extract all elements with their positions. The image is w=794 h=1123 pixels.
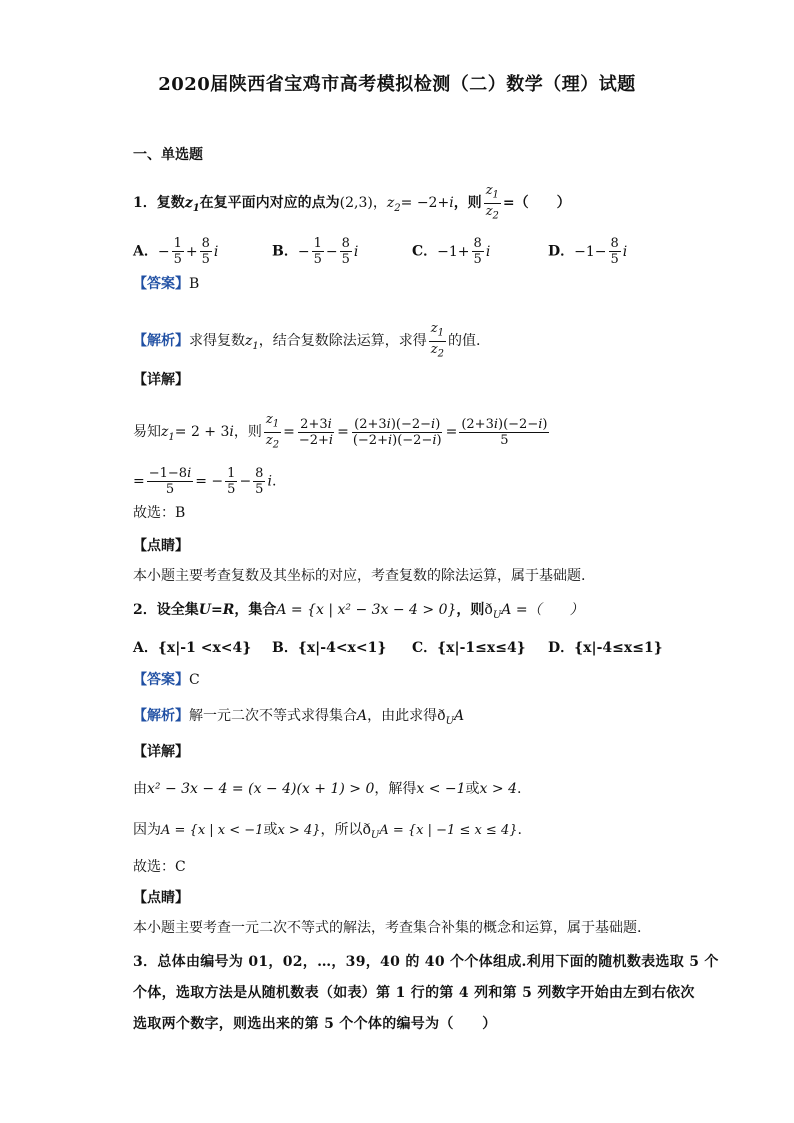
q1-option-c: C．−1+ $\frac{8}{5}$ i [412, 236, 491, 267]
q1-z2: $z_2$ [386, 195, 401, 214]
q2-option-a: A．{x|-1 <x<4} [133, 640, 252, 656]
question-3-line2: 个体，选取方法是从随机数表（如表）第 1 行的第 4 列和第 5 列数字开始由左到右依次 [133, 985, 695, 1001]
q2-option-d: D．{x|-4≤x≤1} [548, 640, 663, 656]
q1-stem-text: 1．复数 [133, 195, 185, 212]
q2-detail-line2: 因为A = {x | x < −1或x > 4}，所以$ð_UA = \{x$ | −1 ≤ x ≤ 4}. [133, 822, 522, 841]
q1-then: ，则 [453, 195, 482, 212]
q2-comment: 本小题主要考查一元二次不等式的解法，考查集合补集的概念和运算，属于基础题. [133, 920, 642, 936]
q2-conclusion: 故选：C [133, 859, 186, 875]
q2-analysis: 【解析】解一元二次不等式求得集合A，由此求得$ð_UA$ [133, 708, 465, 727]
q1-option-b: B．− $\frac{1}{5}$ − $\frac{8}{5}$ i [272, 236, 359, 267]
q1-answer-value: B [189, 276, 200, 292]
question-3-line1: 3．总体由编号为 01，02，…，39，40 的 40 个个体组成.利用下面的随机数表选取 5 个 [133, 954, 719, 970]
q1-analysis: 【解析】求得复数$z_1$，结合复数除法运算，求得 $\frac{z_1}{z_2}$ 的值. [133, 321, 481, 360]
q1-option-a: A．− $\frac{1}{5}$ + $\frac{8}{5}$ i [133, 236, 219, 267]
question-3-line3: 选取两个数字，则选出来的第 5 个个体的编号为（ ） [133, 1016, 497, 1032]
section-heading: 一、单选题 [133, 147, 203, 163]
q1-detail-line1: 易知$z_1= 2 + 3i$，则 $\frac{z_1}{z_2}$ = $\frac{2+3i}{-2+i}$ = $\frac{(2+3i)(-2-i)}{(-2+i)(-2-i)}$ = $\frac{(2+3i)(-2-i)}{5}$ [133, 412, 548, 451]
question-2-stem: 2．设全集U=R，集合A = {x | x² − 3x − 4 > 0}，则$ð_UA$ =（ ） [133, 602, 584, 621]
q1-sep: ， [372, 195, 387, 212]
answer-tag: 【答案】 [133, 276, 189, 292]
q1-stem-text-b: 在复平面内对应的点为 [199, 195, 340, 212]
q1-z1: $z_1$ [184, 195, 200, 214]
q2-detail-line1: 由x² − 3x − 4 = (x − 4)(x + 1) > 0，解得x < −1或x > 4. [133, 781, 522, 797]
q1-answer [133, 274, 199, 294]
analysis-tag: 【解析】 [133, 333, 189, 350]
q1-z2-value: = −2+ [400, 195, 450, 212]
q2-comment-tag: 【点睛】 [133, 890, 189, 906]
q1-blank: =（ ） [502, 195, 571, 212]
question-1-stem: 1．复数$z_1$在复平面内对应的点为(2,3)，$z_2= -2+i$，则 $\frac{z_1}{z_2}$ =（ ） [133, 183, 571, 222]
q2-answer: 【答案】C [133, 672, 200, 688]
q1-comment: 本小题主要考查复数及其坐标的对应，考查复数的除法运算，属于基础题. [133, 568, 586, 584]
q1-detail-tag: 【详解】 [133, 372, 189, 388]
q1-fraction: $\frac{z_1}{z_2}$ [485, 183, 499, 222]
q2-answer-value: C [189, 672, 200, 688]
page-title: 2020届陕西省宝鸡市高考模拟检测（二）数学（理）试题 [158, 74, 636, 95]
q2-option-c: C．{x|-1≤x≤4} [412, 640, 526, 656]
q1-comment-tag: 【点睛】 [133, 538, 189, 554]
q2-option-b: B．{x|-4<x<1} [272, 640, 387, 656]
q1-point: (2,3) [339, 195, 373, 212]
q1-detail-line2: = $\frac{-1-8i}{5}$ = − $\frac{1}{5}$ − $\frac{8}{5}$ i. [133, 466, 277, 497]
q1-option-d: D．−1− $\frac{8}{5}$ i [548, 236, 628, 267]
q1-conclusion: 故选：B [133, 505, 186, 521]
q2-detail-tag: 【详解】 [133, 744, 189, 760]
